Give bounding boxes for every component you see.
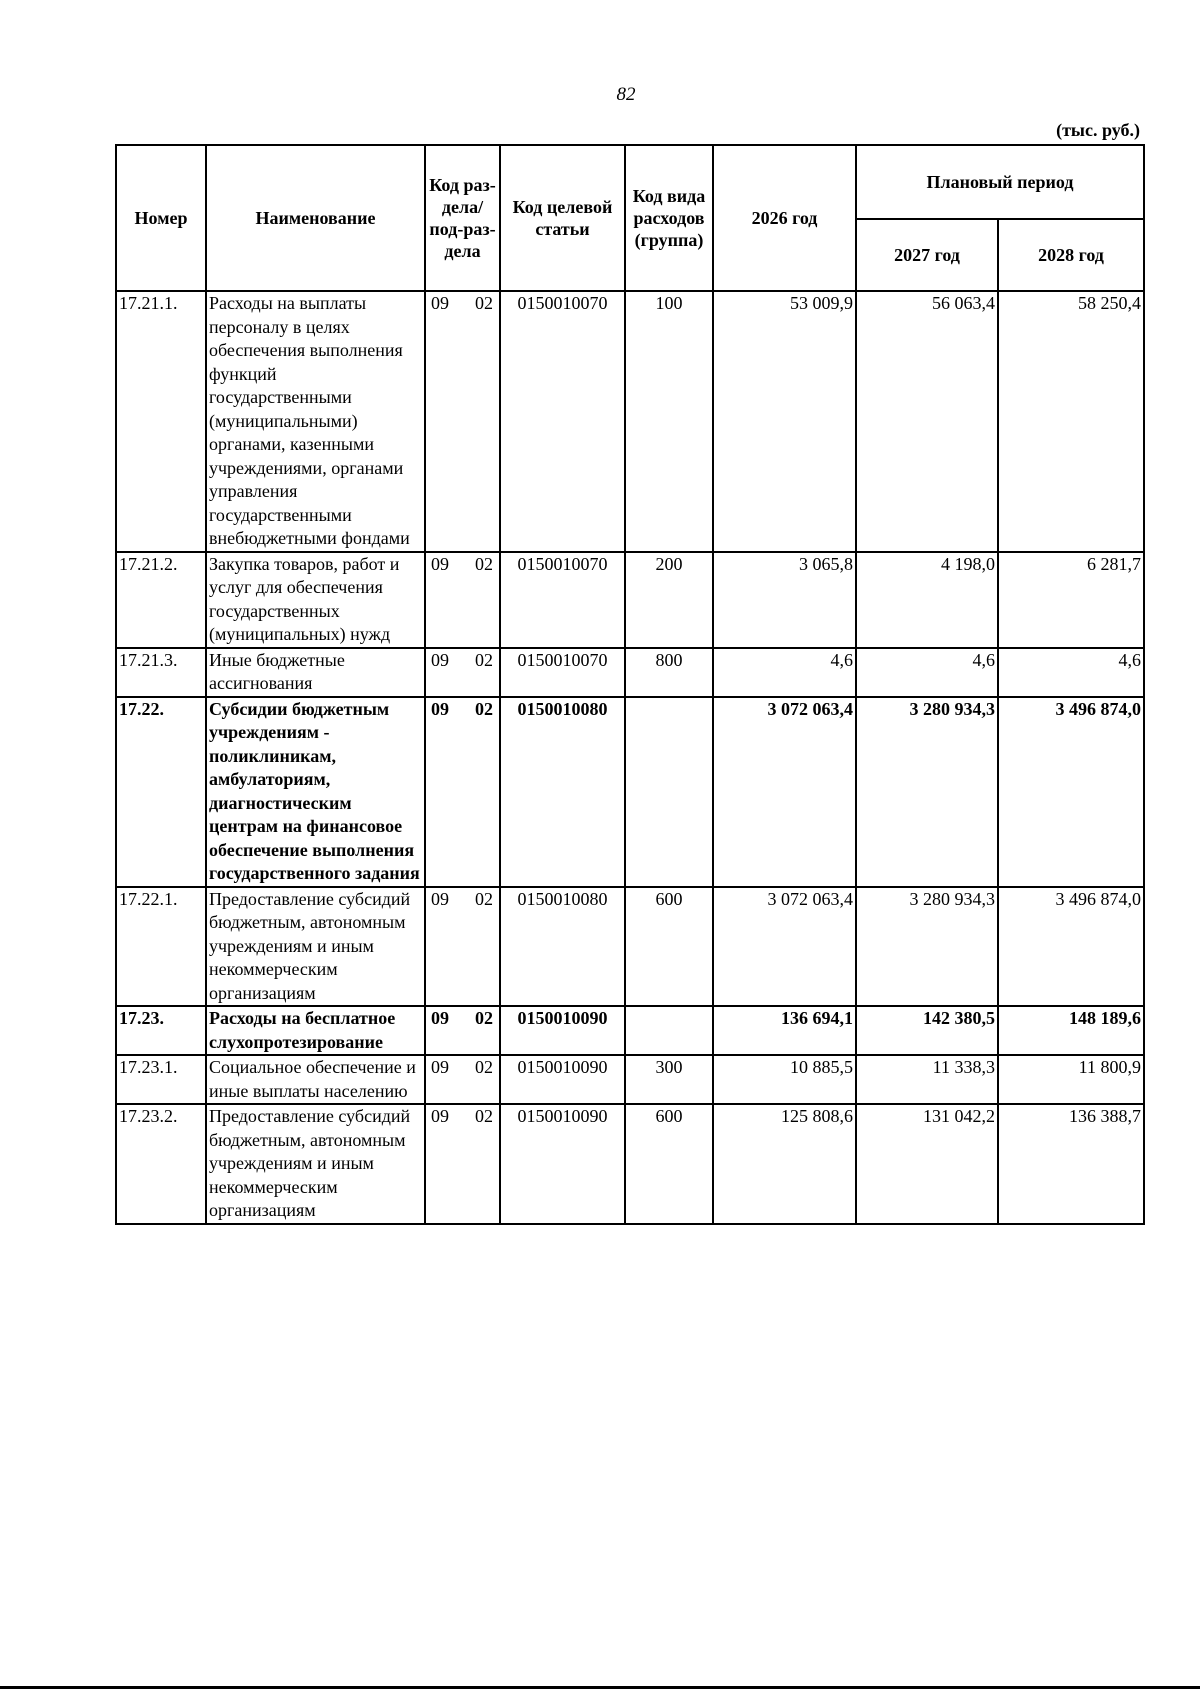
table-header (116, 145, 1144, 291)
row-target-code: 0150010080 (500, 697, 625, 887)
row-razdel: 09 (431, 888, 449, 909)
header-section-code: Код раз-дела/ под-раз-дела (425, 145, 500, 291)
row-razdel: 09 (431, 649, 449, 670)
row-target-code: 0150010090 (500, 1104, 625, 1224)
row-number: 17.23. (116, 1006, 206, 1055)
row-podrazdel: 02 (475, 1106, 493, 1126)
row-value-2028: 3 496 874,0 (998, 887, 1144, 1007)
row-number: 17.23.1. (116, 1055, 206, 1104)
units-label: (тыс. руб.) (1056, 120, 1140, 140)
header-expense-type-code: Код вида расходов (группа) (625, 145, 713, 291)
header-target-code: Код целевой статьи (500, 145, 625, 291)
header-year-2027: 2027 год (856, 219, 998, 291)
row-name: Субсидии бюджетным учреждениям - поликлиникам, амбулаториям, диагностическим центрам на финансовое обеспечение выполнения государственного задания (206, 697, 425, 887)
row-name: Социальное обеспечение и иные выплаты населению (206, 1055, 425, 1104)
row-number: 17.22.1. (116, 887, 206, 1007)
row-value-2027: 4,6 (856, 648, 998, 697)
row-podrazdel: 02 (475, 1008, 493, 1028)
row-name: Иные бюджетные ассигнования (206, 648, 425, 697)
row-target-code: 0150010080 (500, 887, 625, 1007)
row-section-code (425, 1006, 500, 1055)
row-number: 17.21.2. (116, 552, 206, 648)
row-target-code: 0150010070 (500, 291, 625, 552)
table-row (116, 887, 1144, 1007)
row-value-2028: 3 496 874,0 (998, 697, 1144, 887)
row-name: Расходы на бесплатное слухопротезирование (206, 1006, 425, 1055)
row-section-code (425, 648, 500, 697)
row-expense-type (625, 1006, 713, 1055)
table-row (116, 648, 1144, 697)
table-row (116, 1104, 1144, 1224)
row-section-code (425, 552, 500, 648)
row-value-2028: 148 189,6 (998, 1006, 1144, 1055)
row-value-2027: 142 380,5 (856, 1006, 998, 1055)
table-body (116, 291, 1144, 1224)
row-value-2026: 3 065,8 (713, 552, 856, 648)
row-value-2026: 53 009,9 (713, 291, 856, 552)
row-value-2027: 131 042,2 (856, 1104, 998, 1224)
row-section-code (425, 1104, 500, 1224)
row-podrazdel: 02 (475, 553, 493, 574)
row-section-code (425, 697, 500, 887)
row-value-2027: 3 280 934,3 (856, 887, 998, 1007)
header-name: Наименование (206, 145, 425, 291)
budget-table (115, 144, 1145, 1225)
page-number: 82 (616, 84, 636, 105)
row-razdel: 09 (431, 553, 449, 574)
row-razdel: 09 (431, 698, 449, 719)
row-value-2026: 10 885,5 (713, 1055, 856, 1104)
header-year-2028: 2028 год (998, 219, 1144, 291)
table-row (116, 1055, 1144, 1104)
row-section-code (425, 1055, 500, 1104)
row-podrazdel: 02 (475, 649, 493, 670)
row-value-2028: 4,6 (998, 648, 1144, 697)
row-value-2026: 136 694,1 (713, 1006, 856, 1055)
table-row (116, 552, 1144, 648)
row-target-code: 0150010070 (500, 648, 625, 697)
row-number: 17.21.1. (116, 291, 206, 552)
row-value-2026: 3 072 063,4 (713, 697, 856, 887)
row-target-code: 0150010090 (500, 1055, 625, 1104)
row-podrazdel: 02 (475, 1057, 493, 1077)
row-target-code: 0150010070 (500, 552, 625, 648)
row-expense-type: 100 (625, 291, 713, 552)
row-value-2028: 6 281,7 (998, 552, 1144, 648)
row-section-code (425, 291, 500, 552)
row-expense-type: 300 (625, 1055, 713, 1104)
table-row (116, 1006, 1144, 1055)
row-expense-type: 600 (625, 887, 713, 1007)
row-name: Предоставление субсидий бюджетным, автономным учреждениям и иным некоммерческим организациям (206, 1104, 425, 1224)
row-name: Предоставление субсидий бюджетным, автономным учреждениям и иным некоммерческим организациям (206, 887, 425, 1007)
header-number: Номер (116, 145, 206, 291)
table-row (116, 291, 1144, 552)
row-value-2028: 58 250,4 (998, 291, 1144, 552)
page-bottom-border (0, 1686, 1200, 1689)
row-podrazdel: 02 (475, 888, 493, 909)
row-number: 17.21.3. (116, 648, 206, 697)
row-value-2026: 3 072 063,4 (713, 887, 856, 1007)
row-expense-type: 200 (625, 552, 713, 648)
row-number: 17.22. (116, 697, 206, 887)
row-value-2027: 3 280 934,3 (856, 697, 998, 887)
table-row (116, 697, 1144, 887)
row-value-2027: 11 338,3 (856, 1055, 998, 1104)
row-razdel: 09 (431, 1106, 449, 1126)
row-expense-type: 800 (625, 648, 713, 697)
row-number: 17.23.2. (116, 1104, 206, 1224)
row-value-2028: 136 388,7 (998, 1104, 1144, 1224)
row-name: Расходы на выплаты персоналу в целях обеспечения выполнения функций государственными (муниципальными) органами, казенными учреждениями, органами управления государственными внебюджетными фондами (206, 291, 425, 552)
row-podrazdel: 02 (475, 698, 493, 719)
row-expense-type (625, 697, 713, 887)
row-section-code (425, 887, 500, 1007)
row-target-code: 0150010090 (500, 1006, 625, 1055)
row-value-2027: 56 063,4 (856, 291, 998, 552)
row-expense-type: 600 (625, 1104, 713, 1224)
row-value-2026: 4,6 (713, 648, 856, 697)
header-planned-period: Плановый период (856, 145, 1144, 219)
header-year-2026: 2026 год (713, 145, 856, 291)
row-value-2028: 11 800,9 (998, 1055, 1144, 1104)
row-podrazdel: 02 (475, 293, 493, 313)
row-value-2026: 125 808,6 (713, 1104, 856, 1224)
row-name: Закупка товаров, работ и услуг для обеспечения государственных (муниципальных) нужд (206, 552, 425, 648)
row-razdel: 09 (431, 1008, 449, 1028)
row-razdel: 09 (431, 1057, 449, 1077)
row-razdel: 09 (431, 293, 449, 313)
row-value-2027: 4 198,0 (856, 552, 998, 648)
